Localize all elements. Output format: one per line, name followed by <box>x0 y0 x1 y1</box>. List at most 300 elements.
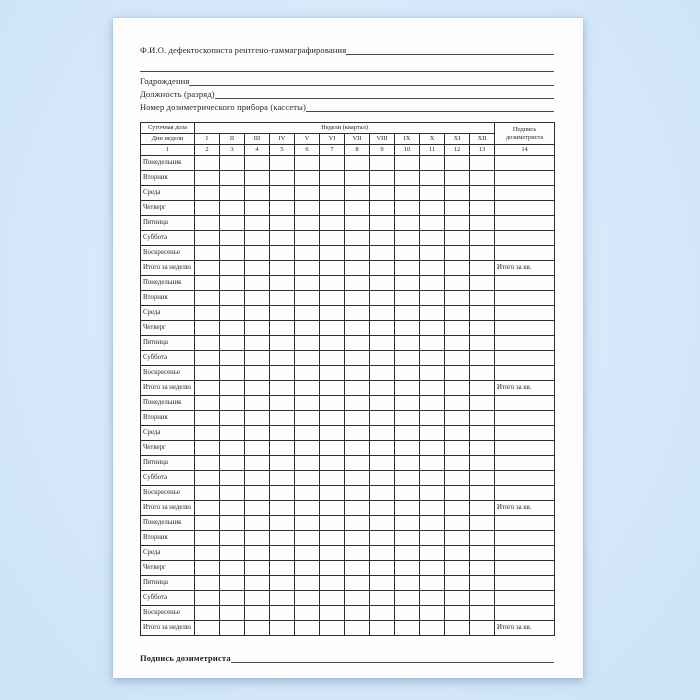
dose-entry-cell <box>445 156 470 171</box>
dose-entry-cell <box>270 501 295 516</box>
dose-entry-cell <box>345 621 370 636</box>
dose-entry-cell <box>195 351 220 366</box>
week-numeral-header: VIII <box>370 134 395 145</box>
dose-entry-cell <box>345 276 370 291</box>
day-label-cell: Вторник <box>141 171 195 186</box>
dose-entry-cell <box>245 576 270 591</box>
week-numeral-header: XII <box>470 134 495 145</box>
dose-entry-cell <box>295 606 320 621</box>
signature-cell <box>495 546 555 561</box>
dose-entry-cell <box>420 621 445 636</box>
dose-entry-cell <box>420 186 445 201</box>
signature-cell <box>495 336 555 351</box>
week-numeral-header: XI <box>445 134 470 145</box>
column-number-cell: 10 <box>395 145 420 156</box>
dose-entry-cell <box>220 246 245 261</box>
day-label-cell: Понедельник <box>141 156 195 171</box>
day-label-cell: Воскресенье <box>141 246 195 261</box>
dose-entry-cell <box>270 426 295 441</box>
position-line <box>140 86 554 99</box>
dose-entry-cell <box>220 516 245 531</box>
dose-entry-cell <box>270 456 295 471</box>
column-number-cell: 1 <box>141 145 195 156</box>
dose-entry-cell <box>245 156 270 171</box>
dose-entry-cell <box>245 306 270 321</box>
day-label-cell: Итого за неделю <box>141 501 195 516</box>
dose-entry-cell <box>195 171 220 186</box>
dose-entry-cell <box>220 531 245 546</box>
dose-entry-cell <box>470 456 495 471</box>
dose-entry-cell <box>395 501 420 516</box>
dose-entry-cell <box>470 201 495 216</box>
dose-entry-cell <box>370 546 395 561</box>
dose-entry-cell <box>195 471 220 486</box>
dose-entry-cell <box>245 351 270 366</box>
birth-year-blank-line <box>189 84 554 86</box>
day-row <box>141 426 555 441</box>
dose-entry-cell <box>345 501 370 516</box>
dose-entry-cell <box>395 396 420 411</box>
dose-entry-cell <box>320 381 345 396</box>
dose-entry-cell <box>445 291 470 306</box>
dose-entry-cell <box>395 411 420 426</box>
daily-dose-header: Суточная доза <box>141 123 195 134</box>
dose-entry-cell <box>320 411 345 426</box>
dose-entry-cell <box>245 396 270 411</box>
day-label-cell: Суббота <box>141 471 195 486</box>
dose-entry-cell <box>220 396 245 411</box>
dose-entry-cell <box>270 606 295 621</box>
dose-entry-cell <box>345 456 370 471</box>
week-total-row <box>141 381 555 396</box>
dose-entry-cell <box>295 216 320 231</box>
column-number-cell: 14 <box>495 145 555 156</box>
dose-entry-cell <box>345 576 370 591</box>
dose-entry-cell <box>245 366 270 381</box>
dose-entry-cell <box>270 246 295 261</box>
dose-entry-cell <box>470 321 495 336</box>
signature-cell <box>495 366 555 381</box>
dose-entry-cell <box>420 261 445 276</box>
dose-entry-cell <box>470 261 495 276</box>
week-numeral-header: III <box>245 134 270 145</box>
week-numeral-header: VII <box>345 134 370 145</box>
signature-cell <box>495 186 555 201</box>
dose-entry-cell <box>220 576 245 591</box>
dose-entry-cell <box>420 606 445 621</box>
day-label-cell: Среда <box>141 426 195 441</box>
device-number-line <box>140 99 554 112</box>
day-label-cell: Вторник <box>141 411 195 426</box>
dose-entry-cell <box>220 261 245 276</box>
signature-cell <box>495 216 555 231</box>
dose-entry-cell <box>245 231 270 246</box>
dose-entry-cell <box>470 501 495 516</box>
dose-entry-cell <box>370 216 395 231</box>
dose-entry-cell <box>195 561 220 576</box>
dose-entry-cell <box>345 246 370 261</box>
dose-entry-cell <box>270 546 295 561</box>
signature-cell: Итого за кв. <box>495 621 555 636</box>
dose-entry-cell <box>395 336 420 351</box>
signature-cell <box>495 291 555 306</box>
dose-entry-cell <box>320 171 345 186</box>
day-row <box>141 441 555 456</box>
day-label-cell: Итого за неделю <box>141 381 195 396</box>
dose-entry-cell <box>270 591 295 606</box>
dose-entry-cell <box>445 201 470 216</box>
dose-entry-cell <box>395 171 420 186</box>
column-number-cell: 9 <box>370 145 395 156</box>
dose-entry-cell <box>470 291 495 306</box>
signature-cell <box>495 471 555 486</box>
dose-entry-cell <box>445 366 470 381</box>
dose-entry-cell <box>270 396 295 411</box>
dose-entry-cell <box>470 186 495 201</box>
dose-entry-cell <box>345 426 370 441</box>
dose-entry-cell <box>370 486 395 501</box>
dose-entry-cell <box>245 321 270 336</box>
dose-entry-cell <box>395 621 420 636</box>
dose-entry-cell <box>395 486 420 501</box>
device-number-blank-line <box>306 110 554 112</box>
dose-entry-cell <box>445 396 470 411</box>
dose-entry-cell <box>295 321 320 336</box>
dose-entry-cell <box>370 561 395 576</box>
dose-entry-cell <box>220 621 245 636</box>
dose-entry-cell <box>445 411 470 426</box>
dose-entry-cell <box>195 156 220 171</box>
dose-entry-cell <box>245 531 270 546</box>
dosimetry-table <box>140 122 555 636</box>
dose-entry-cell <box>220 411 245 426</box>
dose-entry-cell <box>370 291 395 306</box>
dose-entry-cell <box>345 411 370 426</box>
day-row <box>141 456 555 471</box>
week-total-row <box>141 621 555 636</box>
dose-entry-cell <box>220 426 245 441</box>
dose-entry-cell <box>220 606 245 621</box>
dose-entry-cell <box>245 171 270 186</box>
day-label-cell: Вторник <box>141 291 195 306</box>
dose-entry-cell <box>245 591 270 606</box>
dose-entry-cell <box>320 501 345 516</box>
dose-entry-cell <box>295 246 320 261</box>
dose-entry-cell <box>320 396 345 411</box>
dose-entry-cell <box>420 201 445 216</box>
dose-entry-cell <box>320 441 345 456</box>
dose-entry-cell <box>345 306 370 321</box>
dose-entry-cell <box>445 336 470 351</box>
dose-entry-cell <box>295 336 320 351</box>
column-number-cell: 2 <box>195 145 220 156</box>
dose-entry-cell <box>345 171 370 186</box>
dose-entry-cell <box>420 336 445 351</box>
dose-entry-cell <box>295 501 320 516</box>
dose-entry-cell <box>320 456 345 471</box>
dose-entry-cell <box>370 426 395 441</box>
dose-entry-cell <box>395 531 420 546</box>
dose-entry-cell <box>320 351 345 366</box>
dose-entry-cell <box>295 516 320 531</box>
dose-entry-cell <box>295 486 320 501</box>
dose-entry-cell <box>220 321 245 336</box>
dose-entry-cell <box>195 621 220 636</box>
dose-entry-cell <box>395 186 420 201</box>
dose-entry-cell <box>295 621 320 636</box>
dose-entry-cell <box>320 231 345 246</box>
dose-entry-cell <box>270 186 295 201</box>
dose-entry-cell <box>470 576 495 591</box>
dose-entry-cell <box>345 546 370 561</box>
dose-entry-cell <box>245 426 270 441</box>
dose-entry-cell <box>320 366 345 381</box>
dose-entry-cell <box>445 381 470 396</box>
dose-entry-cell <box>195 426 220 441</box>
dose-entry-cell <box>195 336 220 351</box>
dose-entry-cell <box>295 351 320 366</box>
dose-entry-cell <box>245 456 270 471</box>
dose-entry-cell <box>320 561 345 576</box>
dose-entry-cell <box>270 216 295 231</box>
dose-entry-cell <box>445 231 470 246</box>
dose-entry-cell <box>245 471 270 486</box>
dose-entry-cell <box>320 591 345 606</box>
dose-entry-cell <box>295 591 320 606</box>
position-label: Должность (разряд) <box>140 89 215 99</box>
dose-entry-cell <box>195 576 220 591</box>
dose-entry-cell <box>470 381 495 396</box>
column-numbers-row <box>141 145 555 156</box>
dose-entry-cell <box>445 576 470 591</box>
day-label-cell: Среда <box>141 546 195 561</box>
dose-entry-cell <box>345 216 370 231</box>
dose-entry-cell <box>245 201 270 216</box>
dose-entry-cell <box>195 606 220 621</box>
dose-entry-cell <box>395 156 420 171</box>
dose-entry-cell <box>245 501 270 516</box>
dose-entry-cell <box>420 516 445 531</box>
dose-entry-cell <box>195 246 220 261</box>
signature-cell <box>495 576 555 591</box>
dose-entry-cell <box>445 531 470 546</box>
dose-entry-cell <box>270 276 295 291</box>
dose-entry-cell <box>220 186 245 201</box>
dose-entry-cell <box>420 171 445 186</box>
dose-entry-cell <box>395 471 420 486</box>
week-numeral-header: V <box>295 134 320 145</box>
dose-entry-cell <box>195 441 220 456</box>
dose-entry-cell <box>220 366 245 381</box>
dose-entry-cell <box>345 561 370 576</box>
dose-entry-cell <box>370 156 395 171</box>
dose-entry-cell <box>320 291 345 306</box>
day-row <box>141 411 555 426</box>
dose-entry-cell <box>395 366 420 381</box>
column-number-cell: 3 <box>220 145 245 156</box>
dose-entry-cell <box>320 531 345 546</box>
week-numeral-header: IX <box>395 134 420 145</box>
dose-entry-cell <box>195 276 220 291</box>
dose-entry-cell <box>470 486 495 501</box>
dose-entry-cell <box>320 471 345 486</box>
week-numeral-header: IV <box>270 134 295 145</box>
dose-entry-cell <box>445 486 470 501</box>
column-number-cell: 7 <box>320 145 345 156</box>
signature-cell <box>495 591 555 606</box>
dose-entry-cell <box>245 546 270 561</box>
dose-entry-cell <box>470 366 495 381</box>
day-row <box>141 561 555 576</box>
day-label-cell: Пятница <box>141 216 195 231</box>
dose-entry-cell <box>270 351 295 366</box>
dose-entry-cell <box>270 321 295 336</box>
dose-entry-cell <box>345 471 370 486</box>
dose-entry-cell <box>420 231 445 246</box>
signature-cell <box>495 306 555 321</box>
day-label-cell: Четверг <box>141 201 195 216</box>
dose-entry-cell <box>295 561 320 576</box>
dose-entry-cell <box>370 366 395 381</box>
weeks-quarter-header: Недели (квартал) <box>195 123 495 134</box>
dose-entry-cell <box>370 171 395 186</box>
fio-continuation-line <box>140 55 554 72</box>
dose-entry-cell <box>195 201 220 216</box>
dose-entry-cell <box>345 351 370 366</box>
day-row <box>141 201 555 216</box>
fio-blank-line-2 <box>140 70 554 72</box>
dose-entry-cell <box>295 291 320 306</box>
week-numeral-header: VI <box>320 134 345 145</box>
dose-entry-cell <box>220 276 245 291</box>
dose-entry-cell <box>295 531 320 546</box>
dose-entry-cell <box>245 381 270 396</box>
dose-entry-cell <box>295 261 320 276</box>
dose-entry-cell <box>445 186 470 201</box>
footer-signature-label: Подпись дозиметриста <box>140 653 231 663</box>
dose-entry-cell <box>320 576 345 591</box>
dose-entry-cell <box>370 516 395 531</box>
dose-entry-cell <box>195 531 220 546</box>
day-label-cell: Пятница <box>141 456 195 471</box>
dose-entry-cell <box>470 441 495 456</box>
dose-entry-cell <box>370 246 395 261</box>
dose-entry-cell <box>445 306 470 321</box>
dose-entry-cell <box>295 231 320 246</box>
signature-cell <box>495 231 555 246</box>
dose-entry-cell <box>320 306 345 321</box>
signature-cell <box>495 171 555 186</box>
dose-entry-cell <box>220 456 245 471</box>
dose-entry-cell <box>270 471 295 486</box>
dose-entry-cell <box>270 171 295 186</box>
dose-entry-cell <box>370 321 395 336</box>
dose-entry-cell <box>320 216 345 231</box>
day-row <box>141 546 555 561</box>
dose-entry-cell <box>370 591 395 606</box>
dose-entry-cell <box>220 591 245 606</box>
dose-entry-cell <box>345 486 370 501</box>
days-of-week-header: Дни недели <box>141 134 195 145</box>
day-row <box>141 351 555 366</box>
fio-label: Ф.И.О. дефектоскописта рентгено-гаммаграфирования <box>140 45 347 55</box>
signature-cell <box>495 276 555 291</box>
fio-blank-line <box>346 53 554 55</box>
dose-entry-cell <box>195 186 220 201</box>
dose-entry-cell <box>470 621 495 636</box>
dose-entry-cell <box>370 441 395 456</box>
dose-entry-cell <box>420 246 445 261</box>
header-row-1 <box>141 123 555 134</box>
birth-year-line <box>140 72 554 86</box>
day-label-cell: Пятница <box>141 336 195 351</box>
signature-cell <box>495 486 555 501</box>
dose-entry-cell <box>220 546 245 561</box>
footer-signature-line <box>140 649 554 663</box>
dose-entry-cell <box>195 411 220 426</box>
signature-cell: Итого за кв. <box>495 261 555 276</box>
dose-entry-cell <box>320 156 345 171</box>
day-label-cell: Воскресенье <box>141 606 195 621</box>
dose-entry-cell <box>245 606 270 621</box>
dose-entry-cell <box>445 591 470 606</box>
dose-entry-cell <box>245 291 270 306</box>
dose-entry-cell <box>445 426 470 441</box>
week-numeral-header: X <box>420 134 445 145</box>
dose-entry-cell <box>395 231 420 246</box>
day-row <box>141 306 555 321</box>
dose-entry-cell <box>295 201 320 216</box>
dose-entry-cell <box>220 441 245 456</box>
dose-entry-cell <box>220 471 245 486</box>
day-row <box>141 486 555 501</box>
dose-entry-cell <box>220 501 245 516</box>
day-label-cell: Понедельник <box>141 276 195 291</box>
dose-entry-cell <box>470 246 495 261</box>
day-row <box>141 606 555 621</box>
dose-entry-cell <box>395 516 420 531</box>
dose-entry-cell <box>470 546 495 561</box>
dose-entry-cell <box>420 321 445 336</box>
dose-entry-cell <box>345 291 370 306</box>
dose-entry-cell <box>395 246 420 261</box>
day-label-cell: Понедельник <box>141 516 195 531</box>
dose-entry-cell <box>395 321 420 336</box>
dose-entry-cell <box>195 291 220 306</box>
column-number-cell: 5 <box>270 145 295 156</box>
dose-entry-cell <box>470 396 495 411</box>
dose-entry-cell <box>420 486 445 501</box>
dose-entry-cell <box>445 351 470 366</box>
signature-cell <box>495 321 555 336</box>
dose-entry-cell <box>445 321 470 336</box>
dose-entry-cell <box>370 531 395 546</box>
day-row <box>141 336 555 351</box>
day-label-cell: Суббота <box>141 231 195 246</box>
day-label-cell: Вторник <box>141 531 195 546</box>
dose-entry-cell <box>470 561 495 576</box>
dose-entry-cell <box>270 486 295 501</box>
dose-entry-cell <box>245 621 270 636</box>
dose-entry-cell <box>445 276 470 291</box>
dose-entry-cell <box>245 486 270 501</box>
dose-entry-cell <box>345 321 370 336</box>
dose-entry-cell <box>445 471 470 486</box>
dose-entry-cell <box>395 351 420 366</box>
week-total-row <box>141 501 555 516</box>
dose-entry-cell <box>470 426 495 441</box>
dose-entry-cell <box>395 456 420 471</box>
